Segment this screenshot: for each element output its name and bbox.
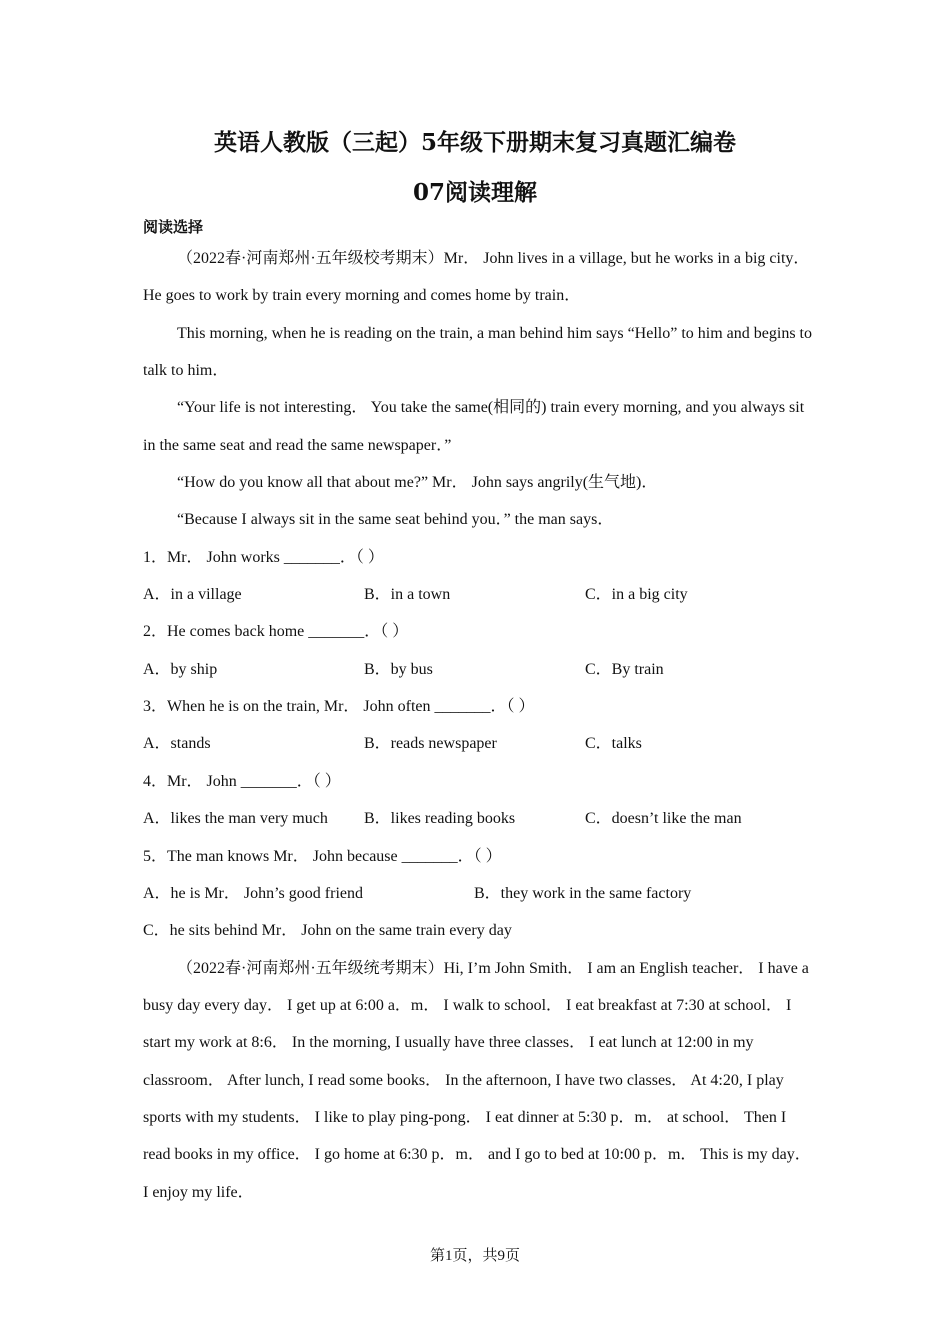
option-b: B．in a town — [364, 586, 451, 604]
options-row — [143, 651, 813, 688]
option-c: C．talks — [585, 735, 642, 753]
question-stem: 5．The man knows Mr． John because _______．（ ） — [143, 847, 502, 865]
option-a: A．he is Mr． John’s good friend — [143, 884, 363, 902]
passage1-paragraph: “Your life is not interesting． You take the same(相同的) train every morning, and you always sit in the same seat and read the same newspaper．” — [143, 399, 805, 454]
option-b: B．likes reading books — [364, 810, 516, 828]
options-row — [143, 725, 813, 762]
option-c: C．he sits behind Mr． John on the same train every day — [143, 922, 512, 940]
reading-content — [143, 240, 813, 1211]
question-stem: 4．Mr． John _______．（ ） — [143, 772, 341, 790]
page-title: 英语人教版（三起）5年级下册期末复习真题汇编卷 — [213, 129, 736, 156]
section-label: 阅读选择 — [143, 218, 204, 236]
page-subtitle: 07阅读理解 — [412, 179, 537, 206]
option-c: C．in a big city — [585, 586, 688, 604]
option-a: A．in a village — [143, 586, 242, 604]
option-b: B．by bus — [364, 660, 433, 678]
passage1-paragraph: This morning, when he is reading on the train, a man behind him says “Hello” to him and begins to talk to him． — [143, 324, 812, 380]
options-row — [143, 576, 813, 613]
option-a: A．likes the man very much — [143, 810, 328, 828]
option-c: C．By train — [585, 660, 664, 678]
option-b: B．they work in the same factory — [474, 884, 692, 902]
passage1-paragraph: （2022春·河南郑州·五年级校考期末）Mr． John lives in a village, but he works in a big city． He goes to work by train every morning and comes home by train． — [143, 250, 810, 305]
question-stem: 3．When he is on the train, Mr． John often _______．（ ） — [143, 698, 535, 716]
options-row — [143, 875, 813, 912]
option-b: B．reads newspaper — [364, 735, 497, 753]
question-stem: 1．Mr． John works _______．（ ） — [143, 548, 384, 566]
page-footer: 第1页，共9页 — [429, 1248, 520, 1264]
option-a: A．by ship — [143, 660, 218, 678]
options-row — [143, 800, 813, 837]
option-c: C．doesn’t like the man — [585, 810, 742, 828]
passage1-paragraph: “Because I always sit in the same seat behind you．” the man says． — [177, 511, 614, 529]
option-a: A．stands — [143, 735, 211, 753]
passage1-paragraph: “How do you know all that about me?” Mr． John says angrily(生气地)． — [177, 474, 658, 492]
passage2-paragraph: （2022春·河南郑州·五年级统考期末）Hi, I’m John Smith． I am an English teacher． I have a busy day every day． I get up at 6:00 a．m． I walk to school． I eat breakfast at 7:30 at school． I start my work at 8:6． In the morning, I usually have three classes． I eat lunch at 12:00 in my classroom． After lunch, I read some books． In the afternoon, I have two classes． At 4:20, I play sports with my students． I like to play ping-pong． I eat dinner at 5:30 p．m． at school． Then I read books in my office． I go home at 6:30 p．m． and I go to bed at 10:00 p．m． This is my day． I enjoy my life． — [143, 959, 811, 1201]
question-stem: 2．He comes back home _______．（ ） — [143, 623, 409, 641]
